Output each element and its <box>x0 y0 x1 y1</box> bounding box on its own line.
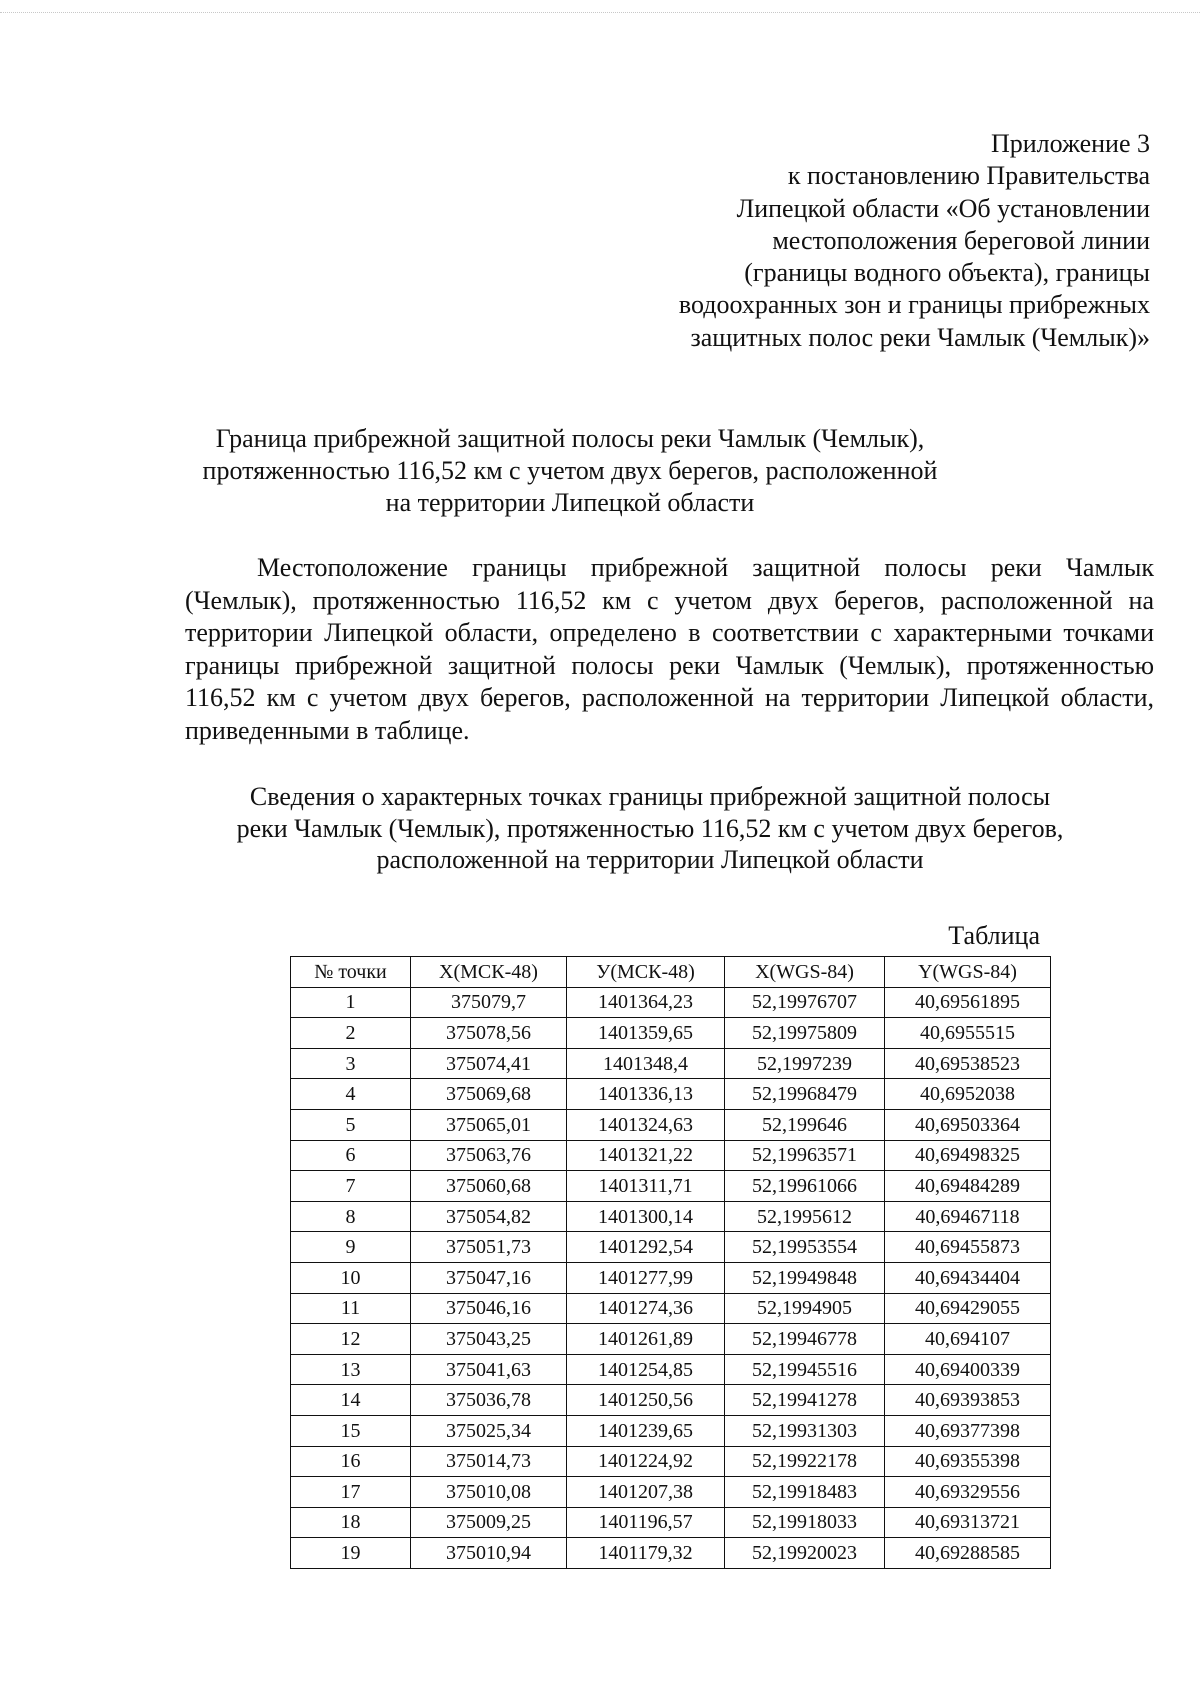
cell-point-number: 8 <box>291 1201 411 1232</box>
cell-x-wgs84: 52,19953554 <box>725 1232 885 1263</box>
cell-x-msk48: 375025,34 <box>411 1415 567 1446</box>
cell-point-number: 12 <box>291 1324 411 1355</box>
cell-y-wgs84: 40,6952038 <box>885 1079 1051 1110</box>
table-row <box>291 1232 1051 1263</box>
cell-x-msk48: 375051,73 <box>411 1232 567 1263</box>
cell-x-msk48: 375074,41 <box>411 1048 567 1079</box>
table-row <box>291 1048 1051 1079</box>
cell-x-wgs84: 52,19961066 <box>725 1171 885 1202</box>
appendix-line: к постановлению Правительства <box>787 161 1150 191</box>
title-line: на территории Липецкой области <box>385 488 755 517</box>
table-row <box>291 1385 1051 1416</box>
cell-y-msk48: 1401364,23 <box>567 987 725 1018</box>
cell-point-number: 16 <box>291 1446 411 1477</box>
cell-point-number: 13 <box>291 1354 411 1385</box>
scan-top-border <box>0 12 1200 13</box>
cell-x-msk48: 375010,94 <box>411 1538 567 1569</box>
cell-point-number: 14 <box>291 1385 411 1416</box>
cell-y-wgs84: 40,69329556 <box>885 1477 1051 1508</box>
appendix-heading <box>590 128 1150 354</box>
cell-point-number: 10 <box>291 1262 411 1293</box>
header-x-wgs84: X(WGS-84) <box>725 957 885 988</box>
cell-y-wgs84: 40,69288585 <box>885 1538 1051 1569</box>
cell-x-wgs84: 52,19963571 <box>725 1140 885 1171</box>
table-row <box>291 1293 1051 1324</box>
table-row <box>291 987 1051 1018</box>
cell-point-number: 19 <box>291 1538 411 1569</box>
cell-point-number: 17 <box>291 1477 411 1508</box>
table-row <box>291 1140 1051 1171</box>
cell-y-msk48: 1401348,4 <box>567 1048 725 1079</box>
cell-x-wgs84: 52,1997239 <box>725 1048 885 1079</box>
cell-x-wgs84: 52,19918483 <box>725 1477 885 1508</box>
cell-y-wgs84: 40,69377398 <box>885 1415 1051 1446</box>
cell-y-msk48: 1401207,38 <box>567 1477 725 1508</box>
table-row <box>291 1538 1051 1569</box>
cell-x-wgs84: 52,1994905 <box>725 1293 885 1324</box>
cell-y-wgs84: 40,69467118 <box>885 1201 1051 1232</box>
cell-y-msk48: 1401224,92 <box>567 1446 725 1477</box>
table-row <box>291 1415 1051 1446</box>
table-row <box>291 1171 1051 1202</box>
cell-y-msk48: 1401311,71 <box>567 1171 725 1202</box>
cell-x-msk48: 375079,7 <box>411 987 567 1018</box>
cell-x-wgs84: 52,1995612 <box>725 1201 885 1232</box>
cell-y-msk48: 1401292,54 <box>567 1232 725 1263</box>
cell-y-msk48: 1401274,36 <box>567 1293 725 1324</box>
cell-x-msk48: 375041,63 <box>411 1354 567 1385</box>
cell-point-number: 5 <box>291 1109 411 1140</box>
cell-y-wgs84: 40,69429055 <box>885 1293 1051 1324</box>
cell-x-wgs84: 52,19968479 <box>725 1079 885 1110</box>
cell-point-number: 9 <box>291 1232 411 1263</box>
cell-y-wgs84: 40,69434404 <box>885 1262 1051 1293</box>
table-row <box>291 1446 1051 1477</box>
cell-x-wgs84: 52,19941278 <box>725 1385 885 1416</box>
cell-y-msk48: 1401254,85 <box>567 1354 725 1385</box>
cell-x-wgs84: 52,19946778 <box>725 1324 885 1355</box>
appendix-line: Приложение 3 <box>990 129 1150 158</box>
cell-y-wgs84: 40,69400339 <box>885 1354 1051 1385</box>
cell-point-number: 11 <box>291 1293 411 1324</box>
body-paragraph: Местоположение границы прибрежной защитной полосы реки Чамлык (Чемлык), протяженностью 116,52 км с учетом двух берегов, расположенной на территории Липецкой области, определено в соответствии с характерными точками границы прибрежной защитной полосы реки Чамлык (Чемлык), протяженностью 116,52 км с учетом двух берегов, расположенной на территории Липецкой области, приведенными в таблице. <box>185 553 1154 745</box>
cell-y-wgs84: 40,69313721 <box>885 1507 1051 1538</box>
cell-x-wgs84: 52,19918033 <box>725 1507 885 1538</box>
cell-y-msk48: 1401336,13 <box>567 1079 725 1110</box>
cell-y-wgs84: 40,69498325 <box>885 1140 1051 1171</box>
cell-point-number: 2 <box>291 1018 411 1049</box>
cell-point-number: 1 <box>291 987 411 1018</box>
cell-point-number: 18 <box>291 1507 411 1538</box>
cell-point-number: 15 <box>291 1415 411 1446</box>
cell-y-msk48: 1401321,22 <box>567 1140 725 1171</box>
table-body <box>291 987 1051 1568</box>
table-row <box>291 1507 1051 1538</box>
cell-point-number: 6 <box>291 1140 411 1171</box>
table-caption <box>150 781 1150 876</box>
cell-y-wgs84: 40,69561895 <box>885 987 1051 1018</box>
appendix-line: водоохранных зон и границы прибрежных <box>678 290 1150 320</box>
table-row <box>291 1354 1051 1385</box>
appendix-line: Липецкой области «Об установлении <box>736 193 1150 223</box>
table-row <box>291 1324 1051 1355</box>
appendix-line: защитных полос реки Чамлык (Чемлык)» <box>690 322 1150 352</box>
table-row <box>291 1079 1051 1110</box>
cell-y-wgs84: 40,69355398 <box>885 1446 1051 1477</box>
table-header-row <box>291 957 1051 988</box>
cell-x-msk48: 375054,82 <box>411 1201 567 1232</box>
cell-y-wgs84: 40,69538523 <box>885 1048 1051 1079</box>
cell-x-msk48: 375063,76 <box>411 1140 567 1171</box>
table-row <box>291 1109 1051 1140</box>
cell-x-wgs84: 52,199646 <box>725 1109 885 1140</box>
title-line: протяженностью 116,52 км с учетом двух берегов, расположенной <box>202 456 938 485</box>
cell-y-msk48: 1401196,57 <box>567 1507 725 1538</box>
appendix-line: местоположения береговой линии <box>772 225 1150 255</box>
table-row <box>291 1018 1051 1049</box>
cell-point-number: 7 <box>291 1171 411 1202</box>
cell-y-wgs84: 40,69484289 <box>885 1171 1051 1202</box>
document-title <box>150 423 990 519</box>
header-y-msk48: У(МСК-48) <box>567 957 725 988</box>
cell-x-wgs84: 52,19931303 <box>725 1415 885 1446</box>
cell-y-msk48: 1401250,56 <box>567 1385 725 1416</box>
coordinates-table <box>290 956 1051 1569</box>
cell-y-wgs84: 40,694107 <box>885 1324 1051 1355</box>
cell-y-msk48: 1401359,65 <box>567 1018 725 1049</box>
caption-line: расположенной на территории Липецкой области <box>376 845 924 874</box>
cell-y-wgs84: 40,6955515 <box>885 1018 1051 1049</box>
cell-x-msk48: 375010,08 <box>411 1477 567 1508</box>
cell-y-msk48: 1401261,89 <box>567 1324 725 1355</box>
cell-x-msk48: 375047,16 <box>411 1262 567 1293</box>
cell-x-wgs84: 52,19976707 <box>725 987 885 1018</box>
cell-y-wgs84: 40,69393853 <box>885 1385 1051 1416</box>
cell-x-msk48: 375069,68 <box>411 1079 567 1110</box>
table-row <box>291 1262 1051 1293</box>
cell-y-wgs84: 40,69503364 <box>885 1109 1051 1140</box>
cell-point-number: 4 <box>291 1079 411 1110</box>
table-label: Таблица <box>948 921 1040 950</box>
cell-x-wgs84: 52,19949848 <box>725 1262 885 1293</box>
cell-x-wgs84: 52,19920023 <box>725 1538 885 1569</box>
table-row <box>291 1201 1051 1232</box>
header-x-msk48: X(МСК-48) <box>411 957 567 988</box>
cell-x-msk48: 375036,78 <box>411 1385 567 1416</box>
cell-y-msk48: 1401239,65 <box>567 1415 725 1446</box>
cell-x-wgs84: 52,19975809 <box>725 1018 885 1049</box>
cell-x-wgs84: 52,19922178 <box>725 1446 885 1477</box>
cell-y-wgs84: 40,69455873 <box>885 1232 1051 1263</box>
cell-x-msk48: 375014,73 <box>411 1446 567 1477</box>
caption-line: реки Чамлык (Чемлык), протяженностью 116,52 км с учетом двух берегов, <box>236 813 1064 843</box>
cell-x-wgs84: 52,19945516 <box>725 1354 885 1385</box>
cell-y-msk48: 1401277,99 <box>567 1262 725 1293</box>
title-line: Граница прибрежной защитной полосы реки Чамлык (Чемлык), <box>215 424 925 453</box>
cell-y-msk48: 1401324,63 <box>567 1109 725 1140</box>
cell-point-number: 3 <box>291 1048 411 1079</box>
header-point-number: № точки <box>291 957 411 988</box>
appendix-line: (границы водного объекта), границы <box>744 258 1150 288</box>
cell-x-msk48: 375078,56 <box>411 1018 567 1049</box>
cell-x-msk48: 375046,16 <box>411 1293 567 1324</box>
caption-line: Сведения о характерных точках границы прибрежной защитной полосы <box>249 782 1051 811</box>
cell-x-msk48: 375009,25 <box>411 1507 567 1538</box>
cell-y-msk48: 1401300,14 <box>567 1201 725 1232</box>
header-y-wgs84: Y(WGS-84) <box>885 957 1051 988</box>
cell-x-msk48: 375060,68 <box>411 1171 567 1202</box>
cell-y-msk48: 1401179,32 <box>567 1538 725 1569</box>
cell-x-msk48: 375065,01 <box>411 1109 567 1140</box>
cell-x-msk48: 375043,25 <box>411 1324 567 1355</box>
table-row <box>291 1477 1051 1508</box>
